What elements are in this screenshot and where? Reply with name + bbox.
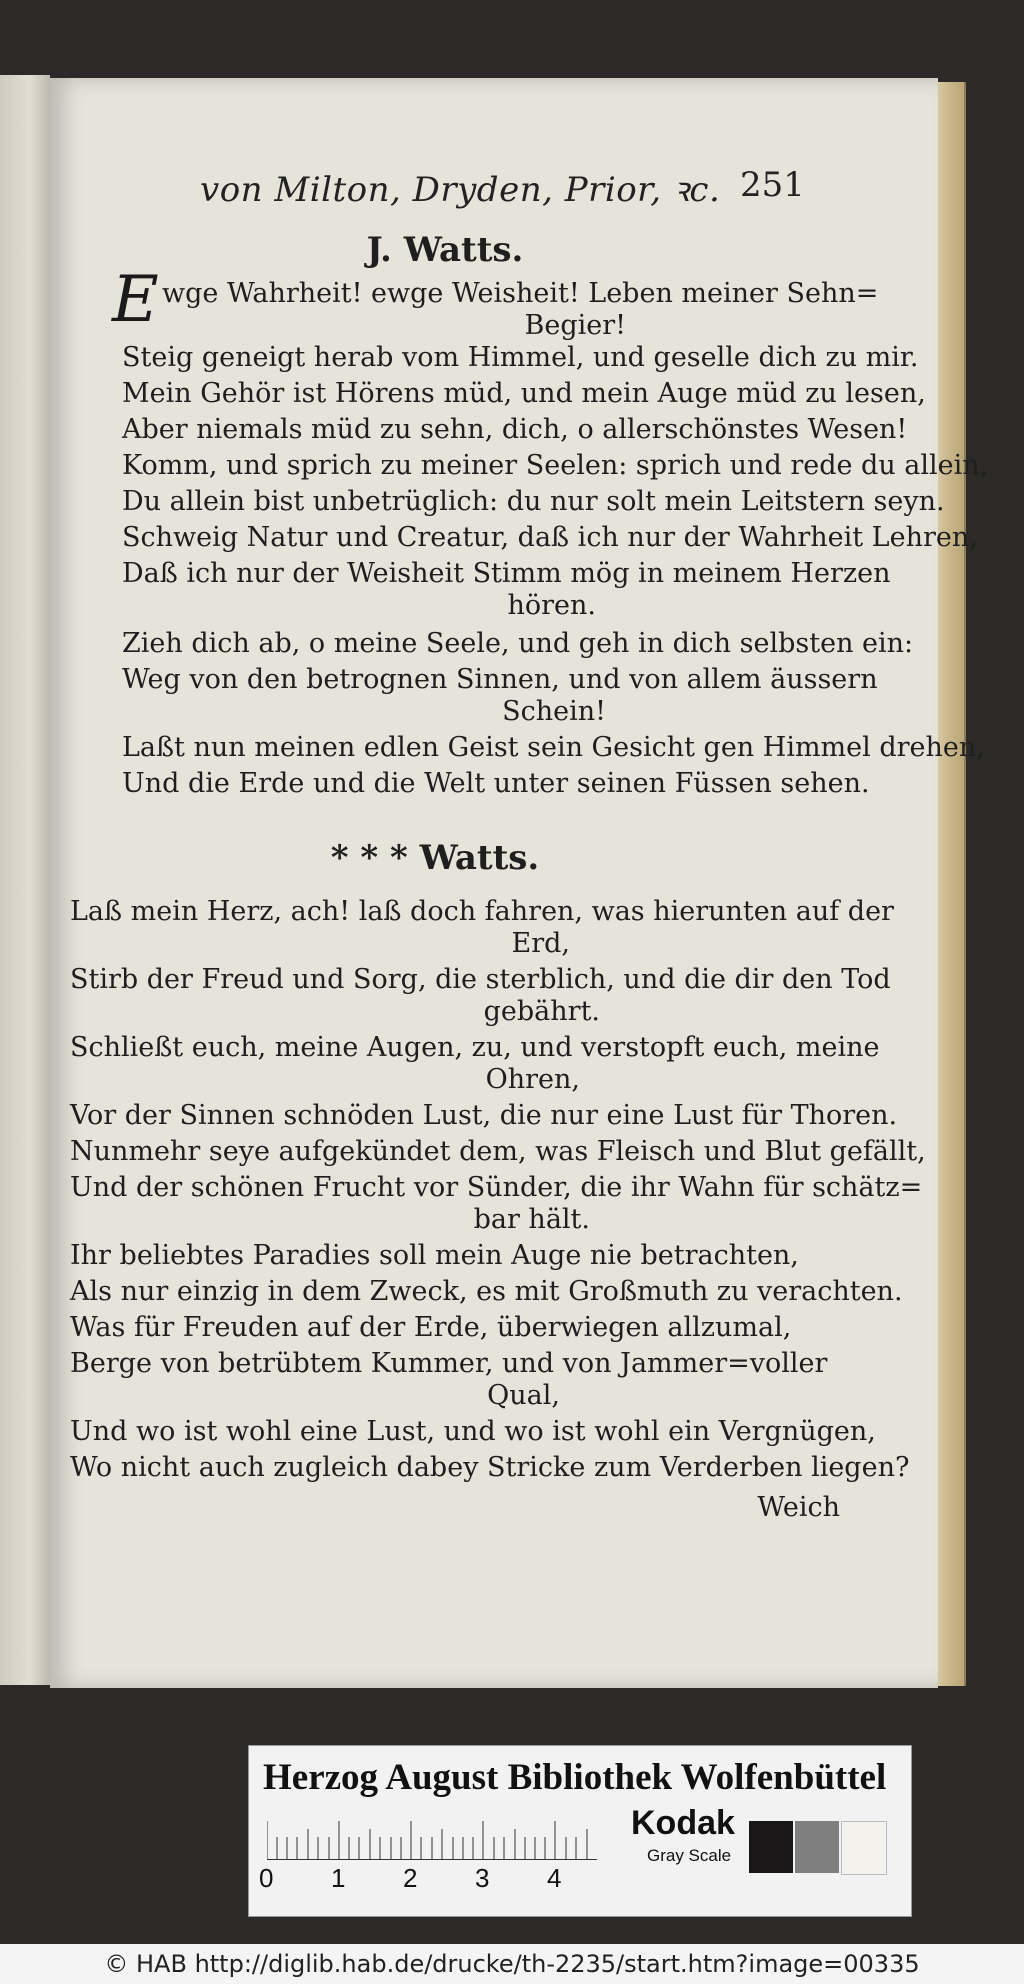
swatch-black bbox=[749, 1821, 793, 1873]
page-number: 251 bbox=[740, 165, 805, 205]
page-fore-edge bbox=[938, 82, 966, 1686]
poem-line: Zieh dich ab, o meine Seele, und geh in dich selbsten ein: bbox=[122, 628, 914, 659]
poem-line: Berge von betrübtem Kummer, und von Jammer=voller bbox=[70, 1348, 828, 1379]
catchword: Weich bbox=[757, 1492, 840, 1523]
ruler bbox=[259, 1811, 597, 1893]
poem-line: Daß ich nur der Weisheit Stimm mög in meinem Herzen bbox=[122, 558, 891, 589]
gray-scale-label: Gray Scale bbox=[647, 1846, 732, 1865]
poem-line: Als nur einzig in dem Zweck, es mit Großmuth zu verachten. bbox=[70, 1276, 903, 1307]
poem-line: gebährt. bbox=[483, 996, 600, 1027]
dropcap: E bbox=[112, 263, 159, 337]
poem-line: Schweig Natur und Creatur, daß ich nur der Wahrheit Lehren, bbox=[122, 522, 978, 553]
poem-line: Schein! bbox=[502, 696, 606, 727]
ruler-label: 2 bbox=[403, 1863, 418, 1893]
poem-line: Aber niemals müd zu sehn, dich, o allerschönstes Wesen! bbox=[122, 414, 908, 445]
poem-line: hören. bbox=[507, 590, 596, 621]
poem-line: Mein Gehör ist Hörens müd, und mein Auge müd zu lesen, bbox=[122, 378, 926, 409]
poem-line: Schließt euch, meine Augen, zu, und verstopft euch, meine bbox=[70, 1032, 880, 1063]
page-header bbox=[200, 165, 805, 215]
ruler-label: 3 bbox=[475, 1863, 490, 1893]
poem-line: Was für Freuden auf der Erde, überwiegen allzumal, bbox=[70, 1312, 792, 1343]
ruler-baseline bbox=[267, 1859, 597, 1860]
book-page bbox=[50, 78, 989, 1688]
poem-line: Du allein bist unbetrüglich: du nur solt mein Leitstern seyn. bbox=[122, 486, 945, 517]
poem-line: Ohren, bbox=[485, 1064, 580, 1095]
poem-line: Laß mein Herz, ach! laß doch fahren, was hierunten auf der bbox=[70, 896, 894, 927]
swatch-white bbox=[841, 1821, 887, 1875]
ruler-label: 4 bbox=[547, 1863, 562, 1893]
poem-line: wge Wahrheit! ewge Weisheit! Leben meiner Sehn= bbox=[162, 278, 879, 309]
poem-line: Steig geneigt herab vom Himmel, und geselle dich zu mir. bbox=[122, 342, 919, 373]
running-head: von Milton, Dryden, Prior, ꝛc. bbox=[200, 170, 721, 210]
poem-line: Ihr beliebtes Paradies soll mein Auge nie betrachten, bbox=[70, 1240, 799, 1271]
swatch-gray bbox=[795, 1821, 839, 1873]
kodak-logo: Kodak bbox=[631, 1804, 735, 1842]
poem1-title: J. Watts. bbox=[366, 230, 524, 270]
poem-line: Laßt nun meinen edlen Geist sein Gesicht gen Himmel drehen, bbox=[122, 732, 985, 763]
poem-line: Erd, bbox=[511, 928, 570, 959]
poem-line: Wo nicht auch zugleich dabey Stricke zum Verderben liegen? bbox=[70, 1452, 910, 1483]
poem-line: Qual, bbox=[487, 1380, 560, 1411]
poem-line: Und die Erde und die Welt unter seinen Füssen sehen. bbox=[122, 768, 870, 799]
poem2-title: * * * Watts. bbox=[330, 838, 540, 878]
poem-line: Vor der Sinnen schnöden Lust, die nur eine Lust für Thoren. bbox=[70, 1100, 898, 1131]
ruler-label: 1 bbox=[331, 1863, 346, 1893]
footer-credit: © HAB http://diglib.hab.de/drucke/th-2235/start.htm?image=00335 bbox=[0, 1944, 1024, 1984]
poem-line: Weg von den betrognen Sinnen, und von allem äussern bbox=[122, 664, 878, 695]
poem-line: Stirb der Freud und Sorg, die sterblich, und die dir den Tod bbox=[70, 964, 891, 995]
poem-line: Nunmehr seye aufgekündet dem, was Fleisch und Blut gefällt, bbox=[70, 1136, 926, 1167]
poem-line: Und der schönen Frucht vor Sünder, die ihr Wahn für schätz= bbox=[70, 1172, 923, 1203]
color-calibration-card bbox=[248, 1745, 912, 1917]
left-page-edge bbox=[0, 75, 50, 1685]
library-name: Herzog August Bibliothek Wolfenbüttel bbox=[263, 1757, 887, 1798]
poem-line: Begier! bbox=[524, 310, 626, 341]
poem-line: Komm, und sprich zu meiner Seelen: sprich und rede du allein, bbox=[122, 450, 989, 481]
poem-line: Und wo ist wohl eine Lust, und wo ist wohl ein Vergnügen, bbox=[70, 1416, 876, 1447]
poem-line: bar hält. bbox=[473, 1204, 590, 1235]
ruler-label: 0 bbox=[259, 1863, 274, 1893]
ruler-ticks bbox=[267, 1811, 597, 1861]
